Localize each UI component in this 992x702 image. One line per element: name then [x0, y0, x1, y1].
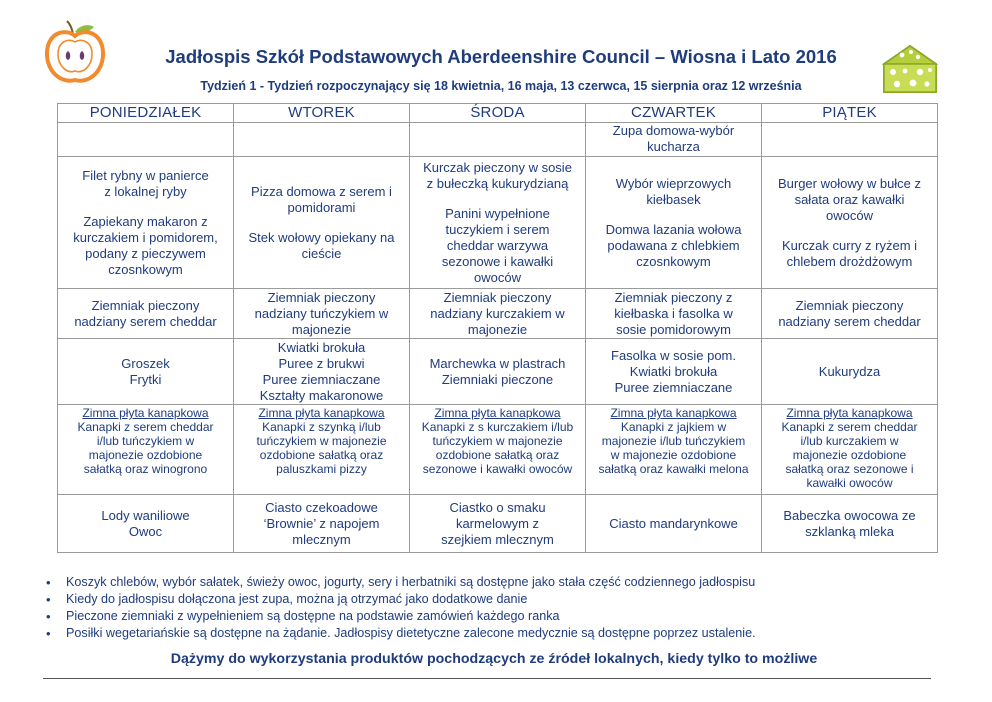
menu-item-line: majonezie i/lub tuńczykiem — [601, 434, 746, 448]
menu-item-line: Marchewka w plastrach — [429, 355, 566, 371]
menu-item-line: Kwiatki brokuła — [629, 363, 718, 379]
menu-item-line: sałata oraz kawałki — [794, 191, 905, 207]
menu-item-line: Ziemniak pieczony — [795, 297, 904, 313]
menu-item-line: sałatką oraz sezonowe i — [785, 462, 914, 476]
menu-item-line: Ciasto mandarynkowe — [609, 515, 738, 531]
menu-item-line: Puree ziemniaczane — [262, 371, 381, 387]
menu-cell-thursday — [586, 339, 762, 405]
day-header-friday: PIĄTEK — [762, 104, 938, 123]
menu-cell-wednesday — [410, 495, 586, 553]
menu-item-line: majonezie — [291, 321, 352, 337]
menu-cell-wednesday — [410, 289, 586, 339]
menu-cell-thursday — [586, 289, 762, 339]
cold-plate-heading: Zimna płyta kanapkowa — [82, 406, 209, 420]
menu-item-line: sezonowe i kawałki owoców — [422, 462, 573, 476]
menu-item-line: majonezie ozdobione — [88, 448, 203, 462]
potato-row — [58, 289, 938, 339]
menu-item-line: kucharza — [647, 139, 700, 154]
menu-item-line: Fasolka w sosie pom. — [611, 347, 736, 363]
menu-item-line: mlecznym — [292, 531, 351, 547]
menu-item-line: i/lub tuńczykiem w — [96, 434, 195, 448]
menu-item-line: Wybór wieprzowych — [615, 175, 732, 191]
menu-item-line: w majonezie ozdobione — [610, 448, 737, 462]
menu-item-line: czosnkowym — [108, 261, 183, 277]
menu-cell-friday — [762, 405, 938, 495]
menu-item-line: Pizza domowa z serem i — [251, 183, 392, 199]
menu-item-line: Zapiekany makaron z — [83, 213, 208, 229]
menu-item-line: ozdobione sałatką oraz — [435, 448, 560, 462]
menu-item-line: szklanką mleka — [805, 523, 894, 539]
menu-cell-wednesday — [410, 405, 586, 495]
cold-plate-heading: Zimna płyta kanapkowa — [258, 406, 385, 420]
menu-item-line: Kurczak curry z ryżem i — [781, 237, 918, 253]
menu-item-line: chlebem drożdżowym — [786, 253, 913, 269]
menu-item-line: Groszek — [121, 355, 170, 371]
note-item: • Kiedy do jadłospisu dołączona jest zupa, można ją otrzymać jako dodatkowe danie — [40, 591, 756, 608]
menu-item-line: Kukurydza — [818, 363, 881, 379]
menu-item-line: Ziemniak pieczony z — [614, 289, 733, 305]
menu-item-line: majonezie — [467, 321, 528, 337]
menu-item-line: podany z pieczywem — [85, 245, 206, 261]
menu-item-line: z bułeczką kukurydzianą — [426, 175, 569, 191]
day-header-row — [58, 104, 938, 123]
menu-item-line: owoców — [474, 269, 521, 285]
cell-spacer — [414, 192, 581, 206]
footer-divider — [43, 678, 931, 679]
menu-item-line: Domwa lazania wołowa — [605, 221, 742, 237]
menu-cell-thursday — [586, 495, 762, 553]
menu-item-line: szejkiem mlecznym — [441, 531, 554, 547]
menu-item-line: i/lub kurczakiem w — [800, 434, 899, 448]
menu-item-line: nadziany serem cheddar — [778, 313, 921, 329]
cell-spacer — [238, 216, 405, 230]
day-header-monday: PONIEDZIAŁEK — [58, 104, 234, 123]
menu-cell-friday — [762, 157, 938, 289]
notes-list — [40, 574, 756, 642]
menu-cell-monday — [58, 495, 234, 553]
menu-cell-friday — [762, 339, 938, 405]
menu-item-line: sosie pomidorowym — [616, 321, 731, 337]
menu-item-line: Kanapki z serem cheddar — [781, 420, 918, 434]
menu-item-line: kiełbasek — [646, 191, 701, 207]
menu-cell-thursday — [586, 405, 762, 495]
menu-item-line: Kanapki z szynką i/lub — [262, 420, 381, 434]
menu-item-line: Puree z brukwi — [278, 355, 365, 371]
note-item: • Pieczone ziemniaki z wypełnieniem są dostępne na podstawie zamówień każdego ranka — [40, 608, 756, 625]
dessert-row — [58, 495, 938, 553]
menu-cell-tuesday — [234, 405, 410, 495]
menu-item-line: tuńczykiem w majonezie — [256, 434, 387, 448]
menu-item-line: tuczykiem i serem — [445, 221, 550, 237]
menu-item-line: Stek wołowy opiekany na — [248, 229, 395, 245]
cell-spacer — [62, 200, 229, 214]
week-subtitle: Tydzień 1 - Tydzień rozpoczynający się 18 kwietnia, 16 maja, 13 czerwca, 15 sierpnia oraz 12 września — [200, 79, 802, 93]
menu-item-line: czosnkowym — [636, 253, 711, 269]
menu-cell-friday — [762, 123, 938, 157]
menu-item-line: podawana z chlebkiem — [607, 237, 740, 253]
menu-item-line: Ziemniak pieczony — [443, 289, 552, 305]
menu-item-line: Kanapki z jajkiem w — [620, 420, 727, 434]
menu-item-line: cheddar warzywa — [446, 237, 549, 253]
menu-item-line: Babeczka owocowa ze — [783, 507, 916, 523]
menu-item-line: kawałki owoców — [806, 476, 893, 490]
menu-item-line: Ciasto czekoadowe — [265, 499, 378, 515]
menu-item-line: z lokalnej ryby — [104, 183, 187, 199]
note-item: • Posiłki wegetariańskie są dostępne na żądanie. Jadłospisy dietetyczne zalecone medycznie są dostępne poprzez ustalenie. — [40, 625, 756, 642]
cold-plate-heading: Zimna płyta kanapkowa — [434, 406, 561, 420]
menu-item-line: cieście — [301, 245, 342, 261]
menu-cell-tuesday — [234, 339, 410, 405]
menu-cell-wednesday — [410, 123, 586, 157]
cell-spacer — [766, 224, 933, 238]
page-title: Jadłospis Szkół Podstawowych Aberdeenshire Council – Wiosna i Lato 2016 — [165, 46, 837, 67]
menu-cell-tuesday — [234, 123, 410, 157]
menu-cell-wednesday — [410, 157, 586, 289]
menu-item-line: sezonowe i kawałki — [441, 253, 554, 269]
menu-item-line: paluszkami pizzy — [276, 462, 367, 476]
menu-item-line: Kurczak pieczony w sosie — [423, 159, 572, 175]
menu-cell-tuesday — [234, 157, 410, 289]
menu-item-line: Kwiatki brokuła — [277, 339, 366, 355]
menu-cell-monday — [58, 405, 234, 495]
menu-cell-monday — [58, 289, 234, 339]
menu-item-line: Puree ziemniaczane — [614, 379, 733, 395]
menu-table — [57, 103, 938, 553]
menu-item-line: Ciastko o smaku — [449, 499, 546, 515]
cold-plate-heading: Zimna płyta kanapkowa — [610, 406, 737, 420]
menu-cell-friday — [762, 289, 938, 339]
menu-cell-friday — [762, 495, 938, 553]
menu-item-line: tuńczykiem w majonezie — [432, 434, 563, 448]
day-header-thursday: CZWARTEK — [586, 104, 762, 123]
menu-item-line: sałatką oraz winogrono — [83, 462, 208, 476]
menu-item-line: ozdobione sałatką oraz — [259, 448, 384, 462]
footer-statement: Dążymy do wykorzystania produktów pochodzących ze źródeł lokalnych, kiedy tylko to możliwe — [170, 651, 818, 667]
menu-item-line: pomidorami — [287, 199, 356, 215]
menu-item-line: Ziemniak pieczony — [267, 289, 376, 305]
menu-item-line: nadziany kurczakiem w — [430, 305, 565, 321]
menu-item-line: Burger wołowy w bułce z — [777, 175, 922, 191]
note-item: • Koszyk chlebów, wybór sałatek, świeży owoc, jogurty, sery i herbatniki są dostępne jako stała część codziennego jadłospisu — [40, 574, 756, 591]
menu-item-line: Ziemniaki pieczone — [441, 371, 554, 387]
menu-item-line: sałatką oraz kawałki melona — [598, 462, 749, 476]
menu-cell-thursday — [586, 123, 762, 157]
menu-item-line: kiełbaska i fasolka w — [614, 305, 733, 321]
menu-item-line: nadziany tuńczykiem w — [254, 305, 389, 321]
menu-item-line: Panini wypełnione — [445, 205, 550, 221]
menu-item-line: karmelowym z — [455, 515, 540, 531]
menu-item-line: Filet rybny w panierce — [82, 167, 209, 183]
menu-item-line: Kanapki z s kurczakiem i/lub — [421, 420, 574, 434]
menu-item-line: Owoc — [128, 523, 163, 539]
soup-row — [58, 123, 938, 157]
menu-cell-monday — [58, 123, 234, 157]
menu-item-line: Ziemniak pieczony — [91, 297, 200, 313]
menu-cell-thursday — [586, 157, 762, 289]
menu-item-line: Kanapki z serem cheddar — [77, 420, 214, 434]
menu-cell-monday — [58, 157, 234, 289]
menu-item-line: Frytki — [129, 371, 162, 387]
main-course-row — [58, 157, 938, 289]
menu-item-line: Kształty makaronowe — [259, 387, 384, 403]
menu-item-line: kurczakiem i pomidorem, — [73, 229, 218, 245]
menu-item-line: nadziany serem cheddar — [74, 313, 217, 329]
day-header-tuesday: WTOREK — [234, 104, 410, 123]
menu-cell-tuesday — [234, 289, 410, 339]
menu-item-line: Zupa domowa-wybór — [612, 123, 735, 138]
menu-cell-monday — [58, 339, 234, 405]
menu-item-line: owoców — [826, 207, 873, 223]
menu-cell-tuesday — [234, 495, 410, 553]
menu-item-line: ‘Brownie’ z napojem — [263, 515, 380, 531]
cell-spacer — [590, 208, 757, 222]
cold-plate-row — [58, 405, 938, 495]
cold-plate-heading: Zimna płyta kanapkowa — [786, 406, 913, 420]
menu-item-line: majonezie ozdobione — [792, 448, 907, 462]
day-header-wednesday: ŚRODA — [410, 104, 586, 123]
menu-cell-wednesday — [410, 339, 586, 405]
menu-item-line: Lody waniliowe — [101, 507, 190, 523]
vegetables-row — [58, 339, 938, 405]
